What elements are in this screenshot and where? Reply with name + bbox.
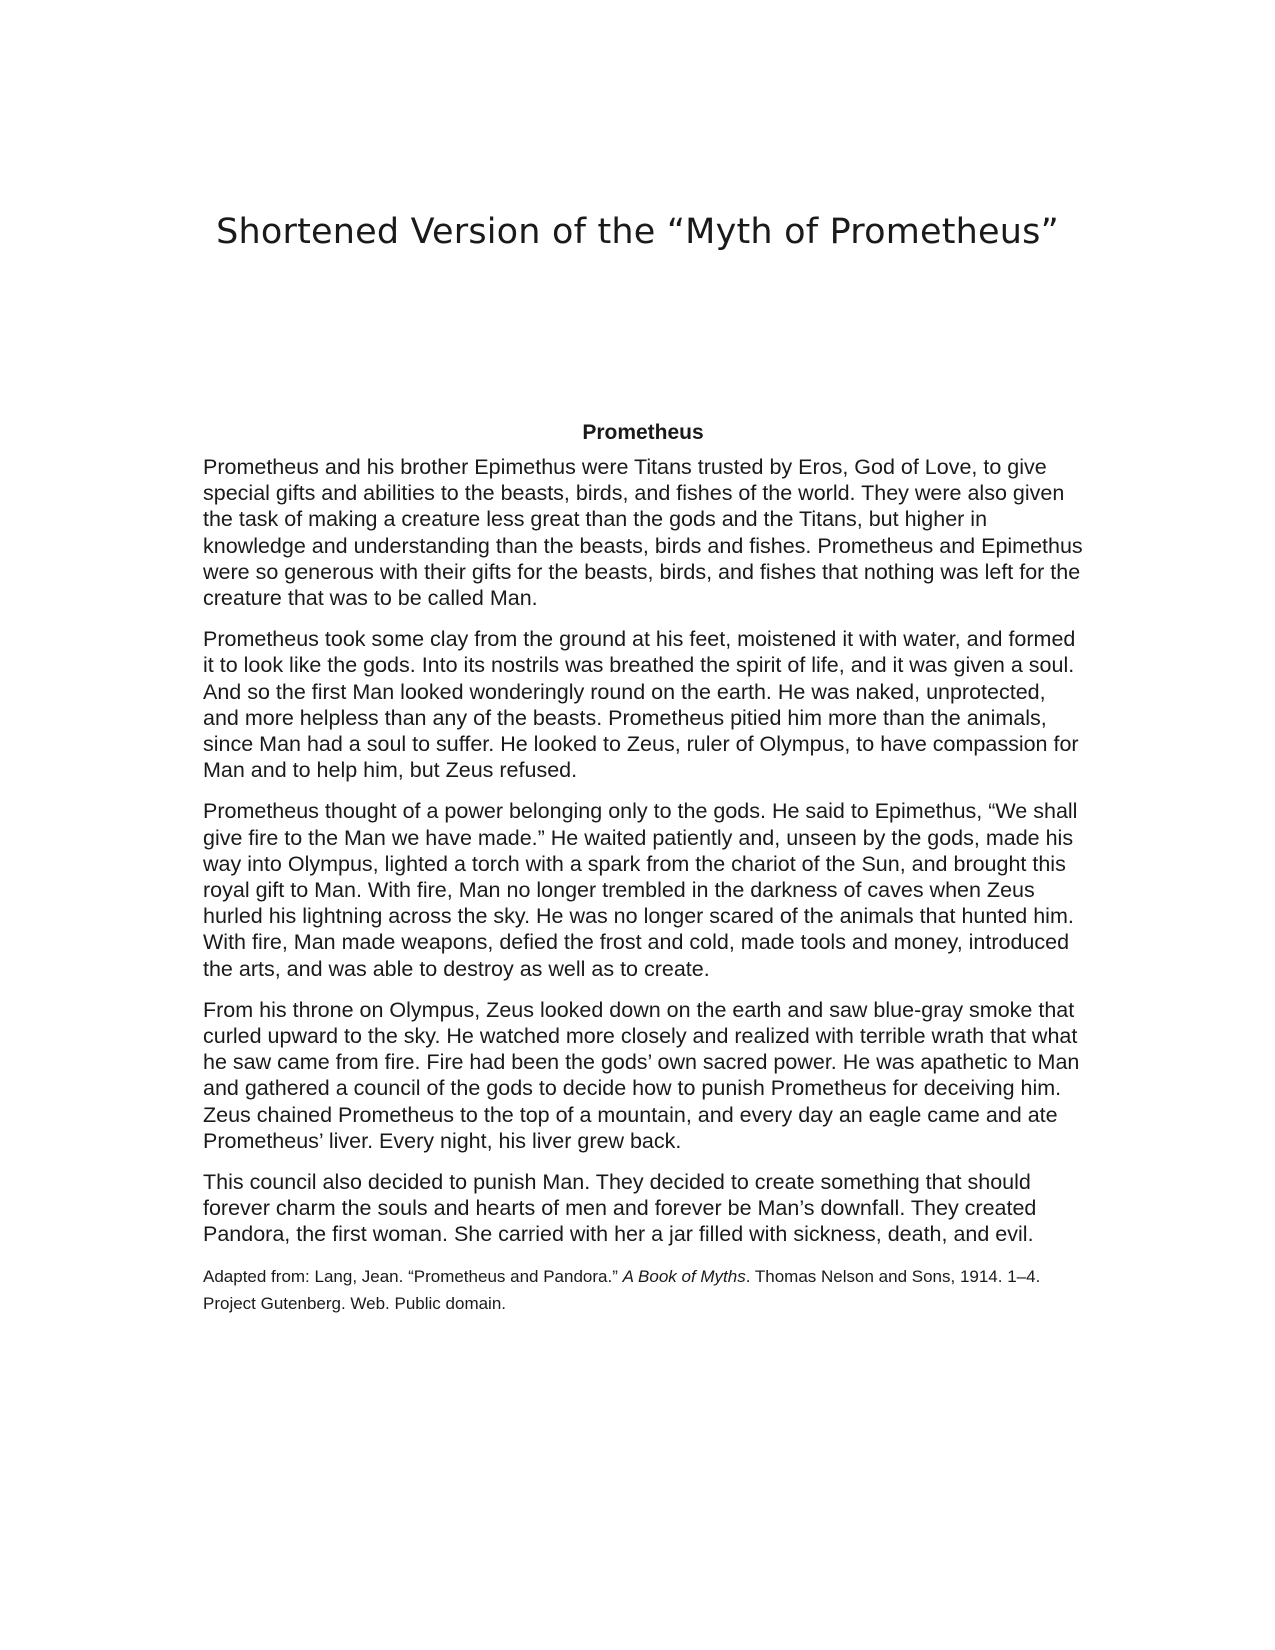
citation-prefix: Adapted from: Lang, Jean. “Prometheus and Pandora.”: [203, 1266, 623, 1286]
page-title: Shortened Version of the “Myth of Prometheus”: [216, 212, 1059, 252]
paragraph-4: From his throne on Olympus, Zeus looked down on the earth and saw blue-gray smoke that curled upward to the sky. He watched more closely and realized with terrible wrath that what he saw came from fire. Fire had been the gods’ own sacred power. He was apathetic to Man and gathered a council of the gods to decide how to punish Prometheus for deceiving him. Zeus chained Prometheus to the top of a mountain, and every day an eagle came and ate Prometheus’ liver. Every night, his liver grew back.: [203, 997, 1080, 1153]
section-heading: Prometheus: [582, 421, 704, 444]
citation-book-title: A Book of Myths: [622, 1266, 746, 1286]
paragraph-1: Prometheus and his brother Epimethus were Titans trusted by Eros, God of Love, to give special gifts and abilities to the beasts, birds, and fishes of the world. They were also given the task of making a creature less great than the gods and the Titans, but higher in knowledge and understanding than the beasts, birds and fishes. Prometheus and Epimethus were so generous with their gifts for the beasts, birds, and fishes that nothing was left for the creature that was to be called Man.: [203, 455, 1083, 611]
paragraph-2: Prometheus took some clay from the ground at his feet, moistened it with water, and formed it to look like the gods. Into its nostrils was breathed the spirit of life, and it was given a soul. And so the first Man looked wonderingly round on the earth. He was naked, unprotected, and more helpless than any of the beasts. Prometheus pitied him more than the animals, since Man had a soul to suffer. He looked to Zeus, ruler of Olympus, to have compassion for Man and to help him, but Zeus refused.: [203, 627, 1079, 783]
citation-suffix: . Thomas Nelson and Sons, 1914. 1–4. Project Gutenberg. Web. Public domain.: [203, 1266, 1041, 1313]
article-body: [203, 418, 1083, 1317]
paragraph-3: Prometheus thought of a power belonging only to the gods. He said to Epimethus, “We shall give fire to the Man we have made.” He waited patiently and, unseen by the gods, made his way into Olympus, lighted a torch with a spark from the chariot of the Sun, and brought this royal gift to Man. With fire, Man no longer trembled in the darkness of caves when Zeus hurled his lightning across the sky. He was no longer scared of the animals that hunted him. With fire, Man made weapons, defied the frost and cold, made tools and money, introduced the arts, and was able to destroy as well as to create.: [203, 799, 1078, 981]
paragraph-5: This council also decided to punish Man. They decided to create something that should forever charm the souls and hearts of men and forever be Man’s downfall. They created Pandora, the first woman. She carried with her a jar filled with sickness, death, and evil.: [203, 1170, 1037, 1247]
source-citation: [203, 1263, 1083, 1317]
